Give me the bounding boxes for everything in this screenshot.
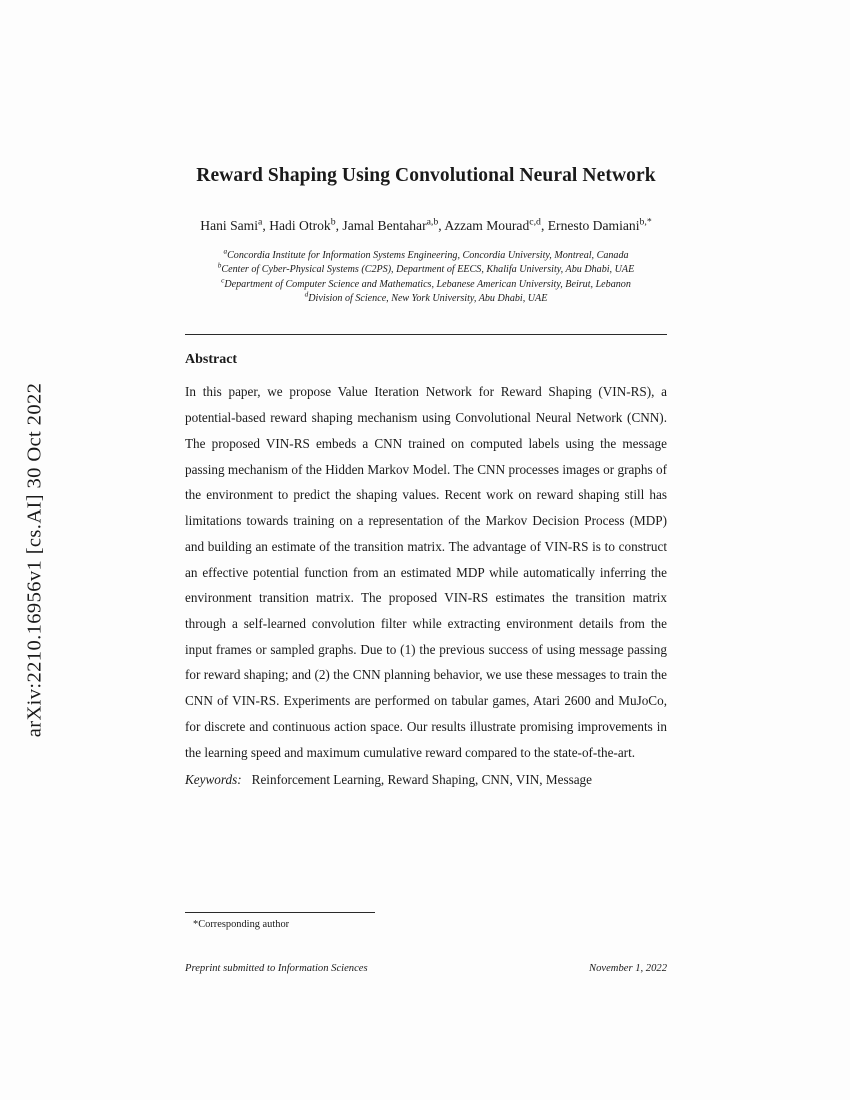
page-footer: [185, 963, 667, 974]
header-divider: [185, 334, 667, 335]
author-list: Hani Sami$^a$, Hadi Otrok$^b$, Jamal Bentahar$^{a,b}$, Azzam Mourad$^{c,d}$, Ernesto Damiani$^{b,*}$: [200, 216, 652, 234]
affiliation-list: [185, 249, 667, 306]
footnote-divider: [185, 912, 375, 913]
page-title: Reward Shaping Using Convolutional Neural Network: [196, 165, 656, 186]
keywords-value: Reinforcement Learning, Reward Shaping, CNN, VIN, Message: [251, 772, 593, 788]
affiliation-b: $^b$Center of Cyber-Physical Systems (C2PS), Department of EECS, Khalifa University, Abu Dhabi, UAE: [217, 262, 635, 276]
arxiv-stamp: [0, 0, 70, 1100]
arxiv-stamp-text: arXiv:2210.16956v1 [cs.AI] 30 Oct 2022: [23, 382, 46, 738]
affiliation-c: $^c$Department of Computer Science and Mathematics, Lebanese American University, Beirut, Lebanon: [221, 276, 631, 290]
corresponding-author-note: *Corresponding author: [193, 919, 290, 930]
footer-preprint-note: Preprint submitted to Information Sciences: [185, 963, 368, 974]
abstract-text: In this paper, we propose Value Iteration Network for Reward Shaping (VIN-RS), a potential-based reward shaping mechanism using Convolutional Neural Network (CNN). The proposed VIN-RS embeds a CNN trained on computed labels using the message passing mechanism of the Hidden Markov Model. The CNN processes images or graphs of the environment to predict the shaping values. Recent work on reward shaping still has limitations towards training on a representation of the Markov Decision Process (MDP) and building an estimate of the transition matrix. The advantage of VIN-RS is to construct an effective potential function from an estimated MDP while automatically inferring the environment transition matrix. The proposed VIN-RS estimates the transition matrix through a self-learned convolution filter while extracting environment details from the input frames or sampled graphs. Due to (1) the previous success of using message passing for reward shaping; and (2) the CNN planning behavior, we use these messages to train the CNN of VIN-RS. Experiments are performed on tabular games, Atari 2600 and MuJoCo, for discrete and continuous action space. Our results illustrate promising improvements in the learning speed and maximum cumulative reward compared to the state-of-the-art.: [185, 384, 667, 760]
keywords-label: Keywords:: [185, 772, 242, 788]
paper-content: [185, 0, 667, 1100]
footer-date: November 1, 2022: [589, 963, 667, 974]
abstract-heading: Abstract: [185, 352, 238, 368]
affiliation-a: $^a$Concordia Institute for Information Systems Engineering, Concordia University, Montreal, Canada: [223, 247, 629, 262]
keywords-line: [185, 767, 667, 792]
affiliation-d: $^d$Division of Science, New York University, Abu Dhabi, UAE: [304, 290, 548, 305]
